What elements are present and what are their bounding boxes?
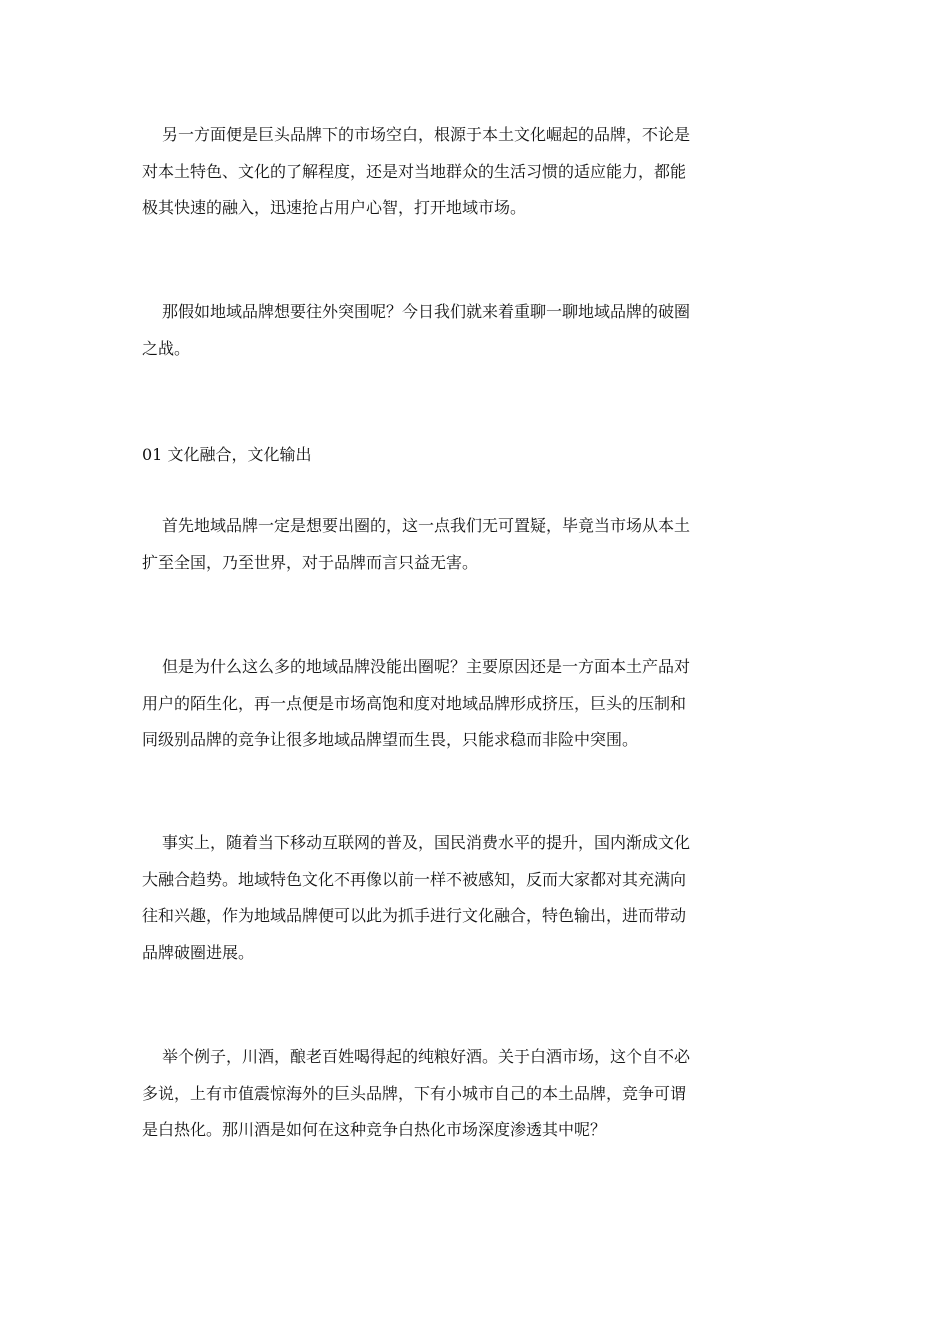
paragraph-line: 首先地域品牌一定是想要出圈的，这一点我们无可置疑，毕竟当市场从本土	[162, 516, 691, 535]
paragraph-line: 极其快速的融入，迅速抢占用户心智，打开地域市场。	[142, 198, 527, 217]
paragraph-breakout-question	[142, 294, 802, 367]
paragraph-line: 是白热化。那川酒是如何在这种竞争白热化市场深度渗透其中呢？	[142, 1120, 607, 1139]
paragraph-line: 那假如地域品牌想要往外突围呢？今日我们就来着重聊一聊地域品牌的破圈	[162, 302, 691, 321]
section-heading-text: 01 文化融合，文化输出	[142, 445, 312, 464]
paragraph-line: 事实上，随着当下移动互联网的普及，国民消费水平的提升，国内渐成文化	[162, 833, 691, 852]
paragraph-why-not	[142, 649, 802, 759]
paragraph-line: 对本土特色、文化的了解程度，还是对当地群众的生活习惯的适应能力，都能	[142, 161, 687, 181]
paragraph-line: 但是为什么这么多的地域品牌没能出圈呢？主要原因还是一方面本土产品对	[162, 657, 691, 676]
paragraph-line: 扩至全国，乃至世界，对于品牌而言只益无害。	[142, 552, 479, 572]
paragraph-break-circle	[142, 508, 802, 581]
paragraph-line: 另一方面便是巨头品牌下的市场空白，根源于本土文化崛起的品牌，不论是	[162, 125, 691, 144]
paragraph-line: 之战。	[142, 338, 191, 358]
paragraph-culture-fusion	[142, 825, 802, 971]
paragraph-line: 用户的陌生化，再一点便是市场高饱和度对地域品牌形成挤压，巨头的压制和	[142, 693, 687, 713]
paragraph-line: 大融合趋势。地域特色文化不再像以前一样不被感知，反而大家都对其充满向	[142, 869, 687, 889]
paragraph-example	[142, 1039, 802, 1149]
section-heading	[142, 437, 802, 473]
paragraph-line: 往和兴趣，作为地域品牌便可以此为抓手进行文化融合，特色输出，进而带动	[142, 906, 687, 925]
paragraph-line: 同级别品牌的竞争让很多地域品牌望而生畏，只能求稳而非险中突围。	[142, 730, 639, 749]
paragraph-line: 多说，上有市值震惊海外的巨头品牌，下有小城市自己的本土品牌，竞争可谓	[142, 1083, 687, 1103]
paragraph-line: 品牌破圈进展。	[142, 942, 255, 962]
paragraph-market-gap	[142, 117, 802, 227]
paragraph-line: 举个例子，川酒，酿老百姓喝得起的纯粮好酒。关于白酒市场，这个自不必	[162, 1047, 691, 1066]
